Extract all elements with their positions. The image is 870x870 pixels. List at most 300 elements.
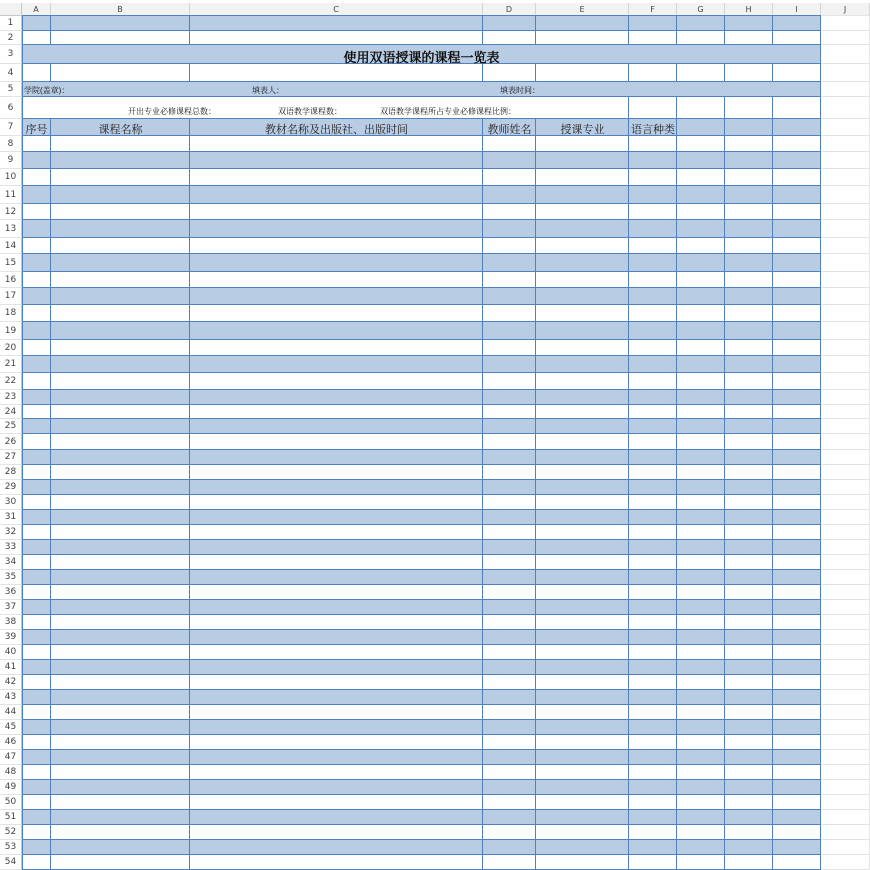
column-border xyxy=(724,272,725,288)
column-border xyxy=(22,136,23,152)
row-header-4[interactable]: 4 xyxy=(0,64,22,82)
row-header-5[interactable]: 5 xyxy=(0,82,22,97)
column-header-A[interactable]: A xyxy=(22,3,51,16)
row-border xyxy=(22,185,821,186)
row-header-22[interactable]: 22 xyxy=(0,373,22,390)
column-border xyxy=(535,272,536,288)
column-border xyxy=(820,272,821,288)
row-header-39[interactable]: 39 xyxy=(0,630,22,645)
column-border xyxy=(50,780,51,795)
column-border xyxy=(820,356,821,373)
column-border xyxy=(820,615,821,630)
column-border xyxy=(628,660,629,675)
row-header-20[interactable]: 20 xyxy=(0,340,22,356)
row-header-24[interactable]: 24 xyxy=(0,405,22,419)
column-border xyxy=(676,510,677,525)
column-border xyxy=(22,465,23,480)
column-border xyxy=(482,825,483,840)
gridline xyxy=(821,418,870,419)
column-border xyxy=(820,405,821,419)
column-border xyxy=(535,690,536,705)
column-border xyxy=(22,705,23,720)
row-border xyxy=(22,44,821,45)
row-header-35[interactable]: 35 xyxy=(0,570,22,585)
row-header-44[interactable]: 44 xyxy=(0,705,22,720)
column-border xyxy=(535,735,536,750)
column-border xyxy=(22,525,23,540)
column-border xyxy=(189,780,190,795)
row-band xyxy=(22,810,821,825)
row-header-17[interactable]: 17 xyxy=(0,288,22,305)
column-border xyxy=(482,169,483,186)
column-border xyxy=(189,169,190,186)
column-border xyxy=(724,220,725,238)
column-border xyxy=(50,675,51,690)
row-border xyxy=(22,372,821,373)
row-header-30[interactable]: 30 xyxy=(0,495,22,510)
column-border xyxy=(772,465,773,480)
column-border xyxy=(189,272,190,288)
column-border xyxy=(50,356,51,373)
gridline xyxy=(821,719,870,720)
row-header-48[interactable]: 48 xyxy=(0,765,22,780)
column-header-E[interactable]: E xyxy=(536,3,629,16)
column-header-H[interactable]: H xyxy=(725,3,773,16)
column-border xyxy=(676,735,677,750)
row-header-6[interactable]: 6 xyxy=(0,97,22,119)
column-border xyxy=(724,720,725,735)
column-border xyxy=(820,840,821,855)
column-border xyxy=(482,419,483,434)
column-border xyxy=(628,825,629,840)
row-border xyxy=(22,794,821,795)
column-border xyxy=(50,660,51,675)
row-header-9[interactable]: 9 xyxy=(0,152,22,169)
column-border xyxy=(189,570,190,585)
column-header-C[interactable]: C xyxy=(190,3,483,16)
row-header-27[interactable]: 27 xyxy=(0,450,22,465)
gridline xyxy=(821,674,870,675)
row-band xyxy=(22,480,821,495)
row-header-29[interactable]: 29 xyxy=(0,480,22,495)
header-teacher-name: 教师姓名 xyxy=(487,123,532,136)
column-border xyxy=(628,795,629,810)
column-border xyxy=(22,356,23,373)
column-border xyxy=(50,645,51,660)
column-border xyxy=(50,735,51,750)
column-border xyxy=(628,615,629,630)
column-border xyxy=(628,272,629,288)
column-border xyxy=(772,495,773,510)
column-border xyxy=(676,780,677,795)
column-border xyxy=(189,720,190,735)
column-border xyxy=(22,64,23,82)
gridline xyxy=(821,839,870,840)
column-border xyxy=(535,765,536,780)
column-border xyxy=(535,855,536,870)
column-border xyxy=(772,855,773,870)
gridline xyxy=(821,779,870,780)
column-border xyxy=(676,540,677,555)
column-border xyxy=(535,31,536,45)
gridline xyxy=(821,809,870,810)
gridline xyxy=(821,704,870,705)
header-textbook: 教材名称及出版社、出版时间 xyxy=(265,123,408,136)
column-border xyxy=(189,465,190,480)
row-border xyxy=(22,96,821,97)
column-border xyxy=(676,288,677,305)
column-border xyxy=(482,585,483,600)
column-border xyxy=(772,705,773,720)
column-border xyxy=(676,152,677,169)
column-border xyxy=(820,810,821,825)
row-header-14[interactable]: 14 xyxy=(0,238,22,254)
column-border xyxy=(724,510,725,525)
column-border xyxy=(772,540,773,555)
row-header-51[interactable]: 51 xyxy=(0,810,22,825)
gridline xyxy=(821,151,870,152)
column-border xyxy=(628,720,629,735)
column-border xyxy=(676,810,677,825)
row-header-8[interactable]: 8 xyxy=(0,136,22,152)
column-border xyxy=(820,305,821,322)
row-band xyxy=(22,254,821,272)
row-header-37[interactable]: 37 xyxy=(0,600,22,615)
row-header-19[interactable]: 19 xyxy=(0,322,22,340)
gridline xyxy=(821,464,870,465)
column-border xyxy=(724,97,725,119)
row-header-43[interactable]: 43 xyxy=(0,690,22,705)
row-band xyxy=(22,419,821,434)
column-border xyxy=(50,204,51,220)
row-header-21[interactable]: 21 xyxy=(0,356,22,373)
row-header-15[interactable]: 15 xyxy=(0,254,22,272)
column-border xyxy=(676,220,677,238)
column-border xyxy=(535,434,536,450)
column-border xyxy=(676,390,677,405)
column-border xyxy=(724,690,725,705)
column-border xyxy=(535,220,536,238)
column-border xyxy=(628,356,629,373)
column-border xyxy=(22,675,23,690)
header-major: 授课专业 xyxy=(560,123,605,136)
column-border xyxy=(628,705,629,720)
column-border xyxy=(50,690,51,705)
row-border xyxy=(22,659,821,660)
row-header-1[interactable]: 1 xyxy=(0,16,22,31)
column-border xyxy=(676,204,677,220)
row-header-52[interactable]: 52 xyxy=(0,825,22,840)
column-border xyxy=(189,340,190,356)
column-border xyxy=(820,540,821,555)
column-border xyxy=(628,434,629,450)
row-header-26[interactable]: 26 xyxy=(0,434,22,450)
row-band xyxy=(22,720,821,735)
column-header-I[interactable]: I xyxy=(773,3,821,16)
gridline xyxy=(821,96,870,97)
gridline xyxy=(821,372,870,373)
row-border xyxy=(22,168,821,169)
column-border xyxy=(820,705,821,720)
column-border xyxy=(482,272,483,288)
column-border xyxy=(772,555,773,570)
column-border xyxy=(772,31,773,45)
column-border xyxy=(22,305,23,322)
column-border xyxy=(628,780,629,795)
row-header-11[interactable]: 11 xyxy=(0,186,22,204)
column-border xyxy=(772,600,773,615)
row-header-53[interactable]: 53 xyxy=(0,840,22,855)
column-border xyxy=(482,390,483,405)
column-border xyxy=(50,450,51,465)
row-border xyxy=(22,644,821,645)
column-border xyxy=(820,480,821,495)
column-border xyxy=(724,480,725,495)
column-border xyxy=(820,238,821,254)
column-border xyxy=(535,675,536,690)
column-border xyxy=(724,765,725,780)
column-border xyxy=(50,419,51,434)
row-border xyxy=(22,764,821,765)
column-border xyxy=(535,405,536,419)
column-border xyxy=(535,373,536,390)
row-header-50[interactable]: 50 xyxy=(0,795,22,810)
row-header-46[interactable]: 46 xyxy=(0,735,22,750)
row-header-7[interactable]: 7 xyxy=(0,119,22,136)
column-border xyxy=(189,750,190,765)
row-band xyxy=(22,288,821,305)
select-all-corner[interactable] xyxy=(0,3,22,16)
column-border xyxy=(628,169,629,186)
row-border xyxy=(22,389,821,390)
column-border xyxy=(724,238,725,254)
gridline xyxy=(821,271,870,272)
column-border xyxy=(820,555,821,570)
column-border xyxy=(482,136,483,152)
column-border xyxy=(820,780,821,795)
column-header-D[interactable]: D xyxy=(483,3,536,16)
column-border xyxy=(820,340,821,356)
row-band xyxy=(22,220,821,238)
column-border xyxy=(189,204,190,220)
column-border xyxy=(772,288,773,305)
column-border xyxy=(189,16,190,31)
row-border xyxy=(22,479,821,480)
column-border xyxy=(628,855,629,870)
row-header-23[interactable]: 23 xyxy=(0,390,22,405)
column-border xyxy=(628,322,629,340)
column-border xyxy=(772,765,773,780)
gridline xyxy=(821,509,870,510)
column-border xyxy=(535,16,536,31)
column-border xyxy=(482,735,483,750)
column-border xyxy=(628,305,629,322)
column-border xyxy=(482,16,483,31)
row-border xyxy=(22,674,821,675)
column-header-J[interactable]: J xyxy=(821,3,870,16)
row-header-32[interactable]: 32 xyxy=(0,525,22,540)
row-border xyxy=(22,539,821,540)
row-band xyxy=(22,186,821,204)
column-border xyxy=(724,186,725,204)
column-border xyxy=(676,705,677,720)
column-border xyxy=(820,510,821,525)
gridline xyxy=(821,168,870,169)
row-header-16[interactable]: 16 xyxy=(0,272,22,288)
column-border xyxy=(724,31,725,45)
row-header-38[interactable]: 38 xyxy=(0,615,22,630)
row-band xyxy=(22,690,821,705)
column-border xyxy=(482,405,483,419)
row-header-31[interactable]: 31 xyxy=(0,510,22,525)
row-border xyxy=(22,418,821,419)
column-border xyxy=(676,136,677,152)
column-border xyxy=(772,795,773,810)
row-header-41[interactable]: 41 xyxy=(0,660,22,675)
row-header-12[interactable]: 12 xyxy=(0,204,22,220)
row-header-28[interactable]: 28 xyxy=(0,465,22,480)
row-header-10[interactable]: 10 xyxy=(0,169,22,186)
row-border xyxy=(22,321,821,322)
column-border xyxy=(724,390,725,405)
column-border xyxy=(482,254,483,272)
gridline xyxy=(821,794,870,795)
column-border xyxy=(628,690,629,705)
column-border xyxy=(22,690,23,705)
column-border xyxy=(189,555,190,570)
column-border xyxy=(482,510,483,525)
row-header-45[interactable]: 45 xyxy=(0,720,22,735)
column-border xyxy=(535,825,536,840)
row-header-47[interactable]: 47 xyxy=(0,750,22,765)
row-band xyxy=(22,510,821,525)
column-border xyxy=(50,855,51,870)
row-border xyxy=(22,629,821,630)
row-header-3[interactable]: 3 xyxy=(0,45,22,64)
column-border xyxy=(189,322,190,340)
column-border xyxy=(535,600,536,615)
column-border xyxy=(820,16,821,31)
column-border xyxy=(724,555,725,570)
column-border xyxy=(482,305,483,322)
column-border xyxy=(772,660,773,675)
column-border xyxy=(724,570,725,585)
column-border xyxy=(50,373,51,390)
column-border xyxy=(676,97,677,119)
column-border xyxy=(820,373,821,390)
column-border xyxy=(820,450,821,465)
column-border xyxy=(189,220,190,238)
column-border xyxy=(820,750,821,765)
gridline xyxy=(821,203,870,204)
column-border xyxy=(535,630,536,645)
row-border xyxy=(22,554,821,555)
gridline xyxy=(821,524,870,525)
column-border xyxy=(724,405,725,419)
column-border xyxy=(50,152,51,169)
column-border xyxy=(676,419,677,434)
column-border xyxy=(482,705,483,720)
row-header-2[interactable]: 2 xyxy=(0,31,22,45)
column-border xyxy=(22,645,23,660)
row-header-18[interactable]: 18 xyxy=(0,305,22,322)
gridline xyxy=(821,404,870,405)
column-border xyxy=(676,169,677,186)
column-border xyxy=(482,465,483,480)
header-language: 语言种类 xyxy=(631,123,675,136)
column-border xyxy=(50,840,51,855)
column-border xyxy=(772,272,773,288)
column-border xyxy=(189,288,190,305)
row-border xyxy=(22,839,821,840)
row-border xyxy=(22,30,821,31)
column-border xyxy=(628,540,629,555)
column-border xyxy=(535,645,536,660)
column-border xyxy=(628,480,629,495)
column-border xyxy=(189,660,190,675)
row-header-33[interactable]: 33 xyxy=(0,540,22,555)
column-border xyxy=(189,840,190,855)
column-border xyxy=(724,825,725,840)
row-header-40[interactable]: 40 xyxy=(0,645,22,660)
column-border xyxy=(535,555,536,570)
row-header-36[interactable]: 36 xyxy=(0,585,22,600)
column-border xyxy=(772,720,773,735)
column-border xyxy=(482,720,483,735)
gridline xyxy=(821,135,870,136)
column-border xyxy=(724,450,725,465)
column-border xyxy=(628,630,629,645)
column-border xyxy=(724,750,725,765)
row-border xyxy=(22,433,821,434)
row-header-54[interactable]: 54 xyxy=(0,855,22,870)
row-header-49[interactable]: 49 xyxy=(0,780,22,795)
column-header-B[interactable]: B xyxy=(51,3,190,16)
column-header-F[interactable]: F xyxy=(629,3,677,16)
column-border xyxy=(628,810,629,825)
column-border xyxy=(820,675,821,690)
gridline xyxy=(821,554,870,555)
column-border xyxy=(628,186,629,204)
column-border xyxy=(50,322,51,340)
row-band xyxy=(22,570,821,585)
column-border xyxy=(820,220,821,238)
column-border xyxy=(482,795,483,810)
row-header-42[interactable]: 42 xyxy=(0,675,22,690)
column-border xyxy=(724,615,725,630)
column-border xyxy=(189,525,190,540)
column-header-G[interactable]: G xyxy=(677,3,725,16)
row-header-25[interactable]: 25 xyxy=(0,419,22,434)
gridline xyxy=(821,433,870,434)
column-border xyxy=(22,169,23,186)
column-border xyxy=(724,16,725,31)
row-border xyxy=(22,339,821,340)
column-border xyxy=(535,510,536,525)
column-border xyxy=(724,356,725,373)
column-border xyxy=(820,169,821,186)
column-border xyxy=(22,288,23,305)
column-border xyxy=(535,495,536,510)
column-border xyxy=(772,630,773,645)
column-border xyxy=(22,585,23,600)
column-border xyxy=(772,690,773,705)
column-border xyxy=(50,31,51,45)
row-header-13[interactable]: 13 xyxy=(0,220,22,238)
column-border xyxy=(535,750,536,765)
column-border xyxy=(22,450,23,465)
row-header-34[interactable]: 34 xyxy=(0,555,22,570)
